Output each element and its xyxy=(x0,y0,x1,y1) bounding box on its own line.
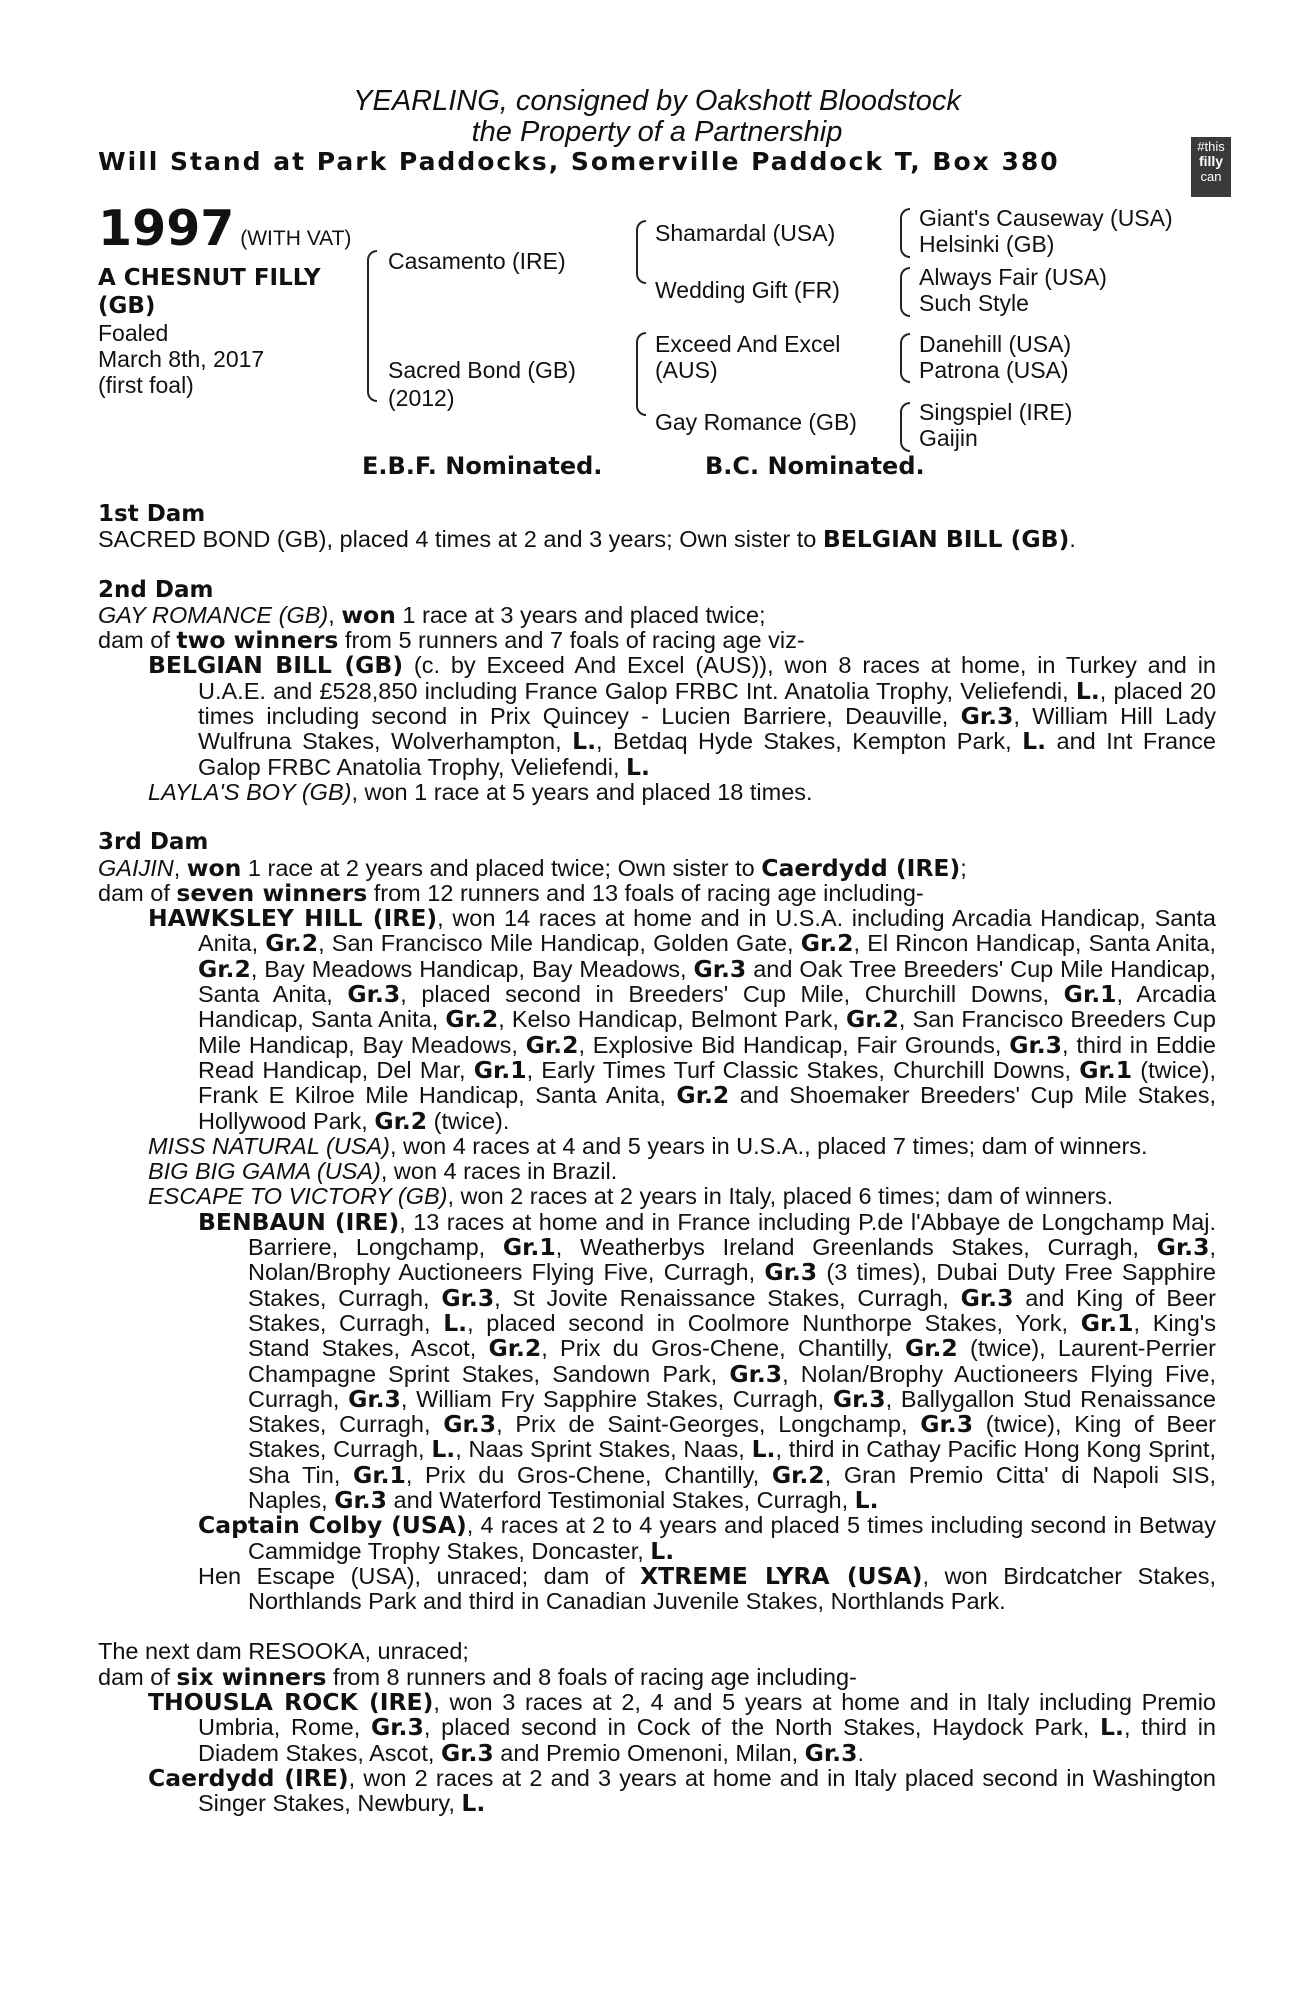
race-grade: Gr.2 xyxy=(488,1334,542,1363)
first-dam-text: SACRED BOND (GB), placed 4 times at 2 and 3 years; Own sister to BELGIAN BILL (GB). xyxy=(98,525,1076,554)
dam-line-text xyxy=(98,502,1216,1817)
race-grade: Gr.1 xyxy=(353,1460,406,1489)
list-item: BIG BIG GAMA (USA), won 4 races in Brazil. xyxy=(148,1158,618,1185)
list-item: Hen Escape (USA), unraced; dam of XTREME LYRA (USA), won Birdcatcher Stakes, Northlands Park and third in Canadian Juvenile Stakes, Northlands Park. xyxy=(198,1561,1217,1615)
list-item: BENBAUN (IRE), 13 races at home and in France including P.de l'Abbaye de Longchamp Maj. Barriere, Longchamp, Gr.1, Weatherbys Ireland Greenlands Stakes, Curragh, Gr.3, Nolan/Brophy Auctioneers Flying Five, Curragh, Gr.3 (3 times), Dubai Duty Free Sapphire Stakes, Curragh, Gr.3, St Jovite Renaissance Stakes, Curragh, Gr.3 and King of Beer Stakes, Curragh, L., placed second in Coolmore Nunthorpe Stakes, York, Gr.1, King's Stand Stakes, Ascot, Gr.2, Prix du Gros-Chene, Chantilly, Gr.2 (twice), Laurent-Perrier Champagne Sprint Stakes, Sandown Park, Gr.3, Nolan/Brophy Auctioneers Flying Five, Curragh, Gr.3, William Fry Sapphire Stakes, Curragh, Gr.3, Ballygallon Stud Renaissance Stakes, Curragh, Gr.3, Prix de Saint-Georges, Longchamp, Gr.3 (twice), King of Beer Stakes, Curragh, L., Naas Sprint Stakes, Naas, L., third in Cathay Pacific Hong Kong Sprint, Sha Tin, Gr.1, Prix du Gros-Chene, Chantilly, Gr.2, Gran Premio Citta' di Napoli SIS, Naples, Gr.3 and Waterford Testimonial Stakes, Curragh, L. xyxy=(198,1207,1217,1514)
third-dam-heading: 3rd Dam xyxy=(98,829,209,856)
lot-number: 1997 (WITH VAT) xyxy=(98,200,352,257)
race-grade: L. xyxy=(1100,1713,1124,1742)
dam-sire-sire: Danehill (USA) xyxy=(919,331,1072,357)
race-grade: Gr.2 xyxy=(846,1005,899,1034)
sire-dam-dam: Such Style xyxy=(919,290,1029,316)
bc-nominated: B.C. Nominated. xyxy=(705,452,925,480)
pedigree-brace xyxy=(367,250,377,402)
second-dam-line: GAY ROMANCE (GB), won 1 race at 3 years and placed twice; xyxy=(98,600,766,629)
header-consignor: YEARLING, consigned by Oakshott Bloodstock xyxy=(353,85,961,117)
dam-dam-dam: Gaijin xyxy=(919,425,978,451)
dam-dam-name: Gay Romance (GB) xyxy=(655,409,857,435)
race-grade: Gr.3 xyxy=(334,1485,388,1514)
pedigree-brace xyxy=(900,333,910,383)
race-grade: Gr.2 xyxy=(445,1005,499,1034)
foaled-info: Foaled March 8th, 2017 (first foal) xyxy=(98,320,265,398)
race-grade: L. xyxy=(461,1789,486,1818)
second-dam-produce-summary: dam of two winners from 5 runners and 7 foals of racing age viz- xyxy=(98,626,805,655)
pedigree-brace xyxy=(636,220,646,284)
list-item: MISS NATURAL (USA), won 4 races at 4 and 5 years in U.S.A., placed 7 times; dam of winners. xyxy=(148,1132,1148,1159)
race-grade: Gr.2 xyxy=(771,1460,825,1489)
dam-year: (2012) xyxy=(388,385,455,411)
race-grade: Gr.3 xyxy=(371,1713,424,1742)
next-dam-line: The next dam RESOOKA, unraced; xyxy=(98,1638,469,1665)
pedigree-brace xyxy=(900,208,910,258)
first-dam-heading: 1st Dam xyxy=(98,501,206,527)
third-dam-line: GAIJIN, won 1 race at 2 years and placed twice; Own sister to Caerdydd (IRE); xyxy=(98,853,967,882)
race-grade: Gr.1 xyxy=(1080,1308,1134,1337)
race-grade: Gr.3 xyxy=(960,1283,1014,1312)
list-item: ESCAPE TO VICTORY (GB), won 2 races at 2 years in Italy, placed 6 times; dam of winners. xyxy=(148,1183,1114,1210)
sire-dam-name: Wedding Gift (FR) xyxy=(655,277,840,303)
pedigree-brace xyxy=(636,332,646,416)
race-grade: Gr.3 xyxy=(764,1258,818,1287)
race-grade: Gr.3 xyxy=(1009,1030,1062,1059)
pedigree-brace xyxy=(900,402,910,452)
this-filly-can-logo: #this filly can xyxy=(1191,137,1231,197)
race-grade: Gr.2 xyxy=(198,954,251,983)
race-grade: Gr.1 xyxy=(502,1233,556,1262)
list-item: Caerdydd (IRE), won 2 races at 2 and 3 years at home and in Italy placed second in Washington Singer Stakes, Newbury, L. xyxy=(148,1763,1216,1818)
second-dam-heading: 2nd Dam xyxy=(98,576,214,603)
race-grade: Gr.3 xyxy=(832,1384,886,1413)
race-grade: L. xyxy=(650,1536,675,1565)
race-grade: Gr.1 xyxy=(1063,980,1117,1009)
race-grade: Gr.1 xyxy=(1079,1055,1133,1084)
list-item: Captain Colby (USA), 4 races at 2 to 4 years and placed 5 times including second in Betway Cammidge Trophy Stakes, Doncaster, L. xyxy=(198,1511,1216,1565)
lot-title: A CHESNUT FILLY (GB) xyxy=(98,265,321,319)
sire-sire-dam: Helsinki (GB) xyxy=(919,231,1055,257)
sire-name: Casamento (IRE) xyxy=(388,248,566,274)
race-grade: L. xyxy=(431,1435,456,1464)
race-grade: Gr.3 xyxy=(348,1384,401,1413)
race-grade: Gr.3 xyxy=(440,1738,494,1767)
race-grade: Gr.3 xyxy=(441,1283,495,1312)
dam-sire-name: Exceed And Excel (AUS) xyxy=(655,331,841,383)
list-item: BELGIAN BILL (GB) (c. by Exceed And Excel (AUS)), won 8 races at home, in Turkey and in U.A.E. and £528,850 including France Galop FRBC Int. Anatolia Trophy, Veliefendi, L., placed 20 times including second in Prix Quincey - Lucien Barriere, Deauville, Gr.3, William Hill Lady Wulfruna Stakes, Wolverhampton, L., Betdaq Hyde Stakes, Kempton Park, L. and Int France Galop FRBC Anatolia Trophy, Veliefendi, L. xyxy=(148,651,1217,781)
sire-sire-sire: Giant's Causeway (USA) xyxy=(919,205,1173,231)
race-grade: Gr.3 xyxy=(920,1410,974,1439)
pedigree-brace xyxy=(900,267,910,317)
race-grade: Gr.2 xyxy=(676,1081,730,1110)
race-grade: L. xyxy=(751,1435,776,1464)
race-grade: Gr.2 xyxy=(265,929,319,958)
race-grade: Gr.3 xyxy=(729,1359,783,1388)
list-item: HAWKSLEY HILL (IRE), won 14 races at home and in U.S.A. including Arcadia Handicap, Santa Anita, Gr.2, San Francisco Mile Handicap, Golden Gate, Gr.2, El Rincon Handicap, Santa Anita, Gr.2, Bay Meadows Handicap, Bay Meadows, Gr.3 and Oak Tree Breeders' Cup Mile Handicap, Santa Anita, Gr.3, placed second in Breeders' Cup Mile, Churchill Downs, Gr.1, Arcadia Handicap, Santa Anita, Gr.2, Kelso Handicap, Belmont Park, Gr.2, San Francisco Breeders Cup Mile Handicap, Bay Meadows, Gr.2, Explosive Bid Handicap, Fair Grounds, Gr.3, third in Eddie Read Handicap, Del Mar, Gr.1, Early Times Turf Classic Stakes, Churchill Downs, Gr.1 (twice), Frank E Kilroe Mile Handicap, Santa Anita, Gr.2 and Shoemaker Breeders' Cup Mile Stakes, Hollywood Park, Gr.2 (twice). xyxy=(148,904,1217,1135)
third-dam-produce-summary: dam of seven winners from 12 runners and 13 foals of racing age including- xyxy=(98,878,924,907)
vat-note: (WITH VAT) xyxy=(240,227,352,250)
race-grade: Gr.2 xyxy=(800,929,854,958)
next-dam-produce-summary: dam of six winners from 8 runners and 8 foals of racing age including- xyxy=(98,1662,857,1691)
dam-sire-dam: Patrona (USA) xyxy=(919,357,1069,383)
dam-dam-sire: Singspiel (IRE) xyxy=(919,399,1073,425)
race-grade: Gr.2 xyxy=(904,1334,958,1363)
list-item: LAYLA'S BOY (GB), won 1 race at 5 years and placed 18 times. xyxy=(148,778,813,805)
sire-dam-sire: Always Fair (USA) xyxy=(919,264,1107,290)
sire-sire-name: Shamardal (USA) xyxy=(655,220,836,246)
race-grade: L. xyxy=(854,1485,879,1514)
race-grade: Gr.3 xyxy=(1156,1233,1210,1262)
race-grade: Gr.3 xyxy=(443,1410,497,1439)
header-stand-location: Will Stand at Park Paddocks, Somerville Paddock T, Box 380 xyxy=(98,147,1060,176)
dam-name: Sacred Bond (GB) xyxy=(388,357,576,383)
race-grade: L. xyxy=(443,1308,468,1337)
race-grade: Gr.2 xyxy=(374,1106,428,1135)
ebf-nominated: E.B.F. Nominated. xyxy=(362,452,603,480)
race-grade: Gr.3 xyxy=(347,980,401,1009)
race-grade: Gr.1 xyxy=(473,1055,527,1084)
header-property: the Property of a Partnership xyxy=(471,116,843,148)
race-grade: Gr.2 xyxy=(525,1030,579,1059)
list-item: THOUSLA ROCK (IRE), won 3 races at 2, 4 and 5 years at home and in Italy including Premio Umbria, Rome, Gr.3, placed second in Cock of the North Stakes, Haydock Park, L., third in Diadem Stakes, Ascot, Gr.3 and Premio Omenoni, Milan, Gr.3. xyxy=(148,1688,1217,1767)
race-grade: Gr.3 xyxy=(804,1738,858,1767)
race-grade: Gr.3 xyxy=(693,954,747,983)
